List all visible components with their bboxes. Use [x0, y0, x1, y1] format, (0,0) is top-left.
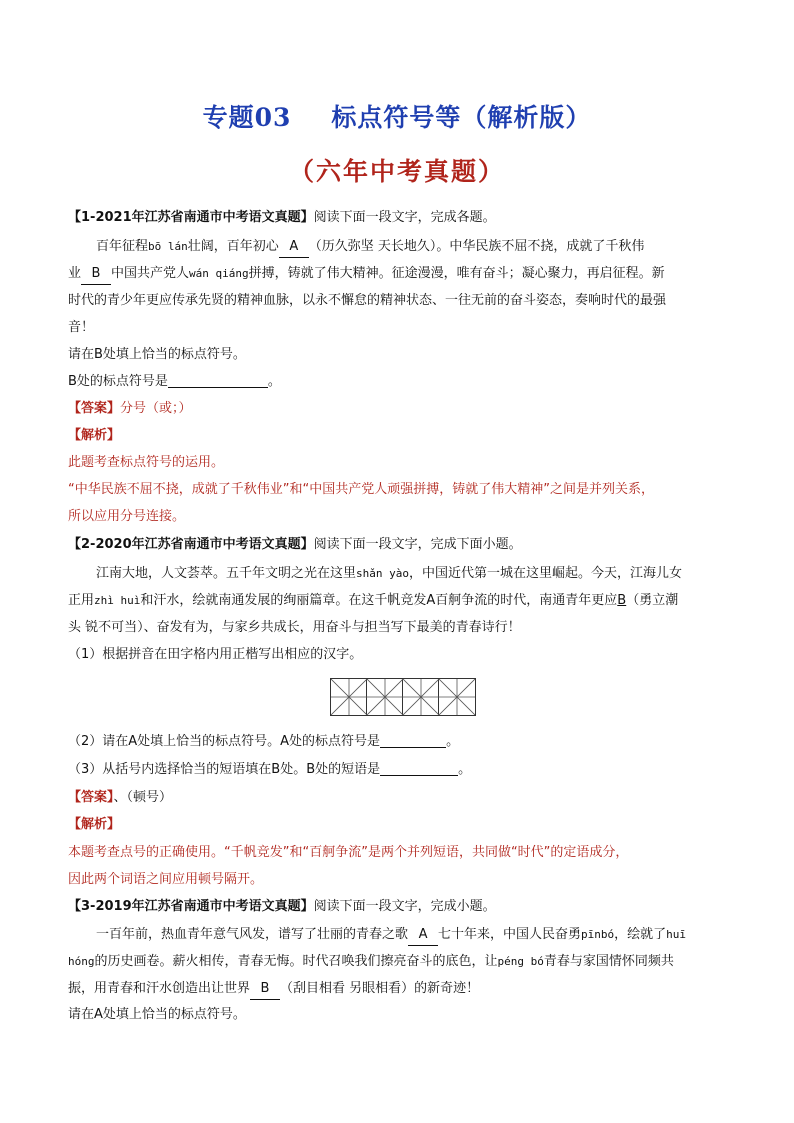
q1-task: 请在B处填上恰当的标点符号。	[68, 347, 246, 362]
q2-task-3: （3）从括号内选择恰当的短语填在B处。B处的短语是 。	[68, 762, 472, 777]
answer-blank[interactable]	[168, 373, 268, 388]
q2-task-2: （2）请在A处填上恰当的标点符号。A处的标点符号是 。	[68, 734, 460, 749]
q3-passage-line: hóng的历史画卷。薪火相传，青春无悔。时代召唤我们擦亮奋斗的底色，让péng bó青春与家国情怀同频共	[68, 954, 674, 969]
q1-fill-line: B处的标点符号是 。	[68, 374, 281, 389]
q2-analysis-text: 本题考查点号的正确使用。“千帆竞发”和“百舸争流”是两个并列短语，共同做“时代”的定语成分，	[68, 845, 629, 860]
tianzige-cell[interactable]	[331, 679, 367, 715]
q1-heading: 【1-2021年江苏省南通市中考语文真题】阅读下面一段文字，完成各题。	[68, 210, 496, 225]
tianzige-cell[interactable]	[367, 679, 403, 715]
tianzige-cell[interactable]	[403, 679, 439, 715]
q2-heading: 【2-2020年江苏省南通市中考语文真题】阅读下面一段文字，完成下面小题。	[68, 537, 522, 552]
q1-passage-line: 业 B 中国共产党人wán qiáng拼搏，铸就了伟大精神。征途漫漫，唯有奋斗；凝心聚力，再启征程。新	[68, 264, 665, 285]
answer-blank[interactable]	[380, 733, 446, 748]
q3-passage-line: 振，用青春和汗水创造出让世界 B （刮目相看 另眼相看）的新奇迹！	[68, 979, 479, 1000]
q2-passage-line: 江南大地，人文荟萃。五千年文明之光在这里shǎn yào，中国近代第一城在这里崛起。今天，江海儿女	[96, 566, 683, 581]
q3-heading: 【3-2019年江苏省南通市中考语文真题】阅读下面一段文字，完成小题。	[68, 899, 496, 914]
q1-analysis-text: 所以应用分号连接。	[68, 509, 186, 524]
q3-task: 请在A处填上恰当的标点符号。	[68, 1007, 246, 1022]
q2-answer: 【答案】、（顿号）	[68, 790, 173, 805]
q2-analysis-text: 因此两个词语之间应用顿号隔开。	[68, 872, 264, 887]
q2-passage-line: 头 锐不可当）、奋发有为，与家乡共成长，用奋斗与担当写下最美的青春诗行！	[68, 620, 521, 635]
q1-answer: 【答案】分号（或；）	[68, 401, 192, 416]
q1-analysis-text: 此题考查标点符号的运用。	[68, 455, 225, 470]
q3-passage-line: 一百年前，热血青年意气风发，谱写了壮丽的青春之歌 A 七十年来，中国人民奋勇pīnbó，绘就了huī	[96, 925, 686, 946]
page-title: 专题03 标点符号等（解析版）	[202, 103, 592, 132]
q2-analysis-label: 【解析】	[68, 817, 121, 832]
q1-passage-line: 百年征程bō lán壮阔，百年初心 A （历久弥坚 天长地久）。中华民族不屈不挠，成就了千秋伟	[96, 237, 644, 258]
answer-blank[interactable]	[380, 761, 458, 776]
tianzige-grid[interactable]	[330, 678, 476, 716]
q1-passage-line: 时代的青少年更应传承先贤的精神血脉，以永不懈怠的精神状态、一往无前的奋斗姿态，奏响时代的最强	[68, 293, 667, 308]
q2-passage-line: 正用zhì huì和汗水，绘就南通发展的绚丽篇章。在这千帆竞发A百舸争流的时代，南通青年更应B（勇立潮	[68, 593, 679, 608]
q2-task-1: （1）根据拼音在田字格内用正楷写出相应的汉字。	[68, 647, 363, 662]
q1-analysis-text: “中华民族不屈不挠，成就了千秋伟业”和“中国共产党人顽强拼搏，铸就了伟大精神”之间是并列关系，	[68, 482, 654, 497]
page-subtitle: （六年中考真题）	[288, 157, 505, 186]
q1-analysis-label: 【解析】	[68, 428, 121, 443]
tianzige-cell[interactable]	[439, 679, 475, 715]
q1-passage-line: 音！	[68, 320, 95, 335]
